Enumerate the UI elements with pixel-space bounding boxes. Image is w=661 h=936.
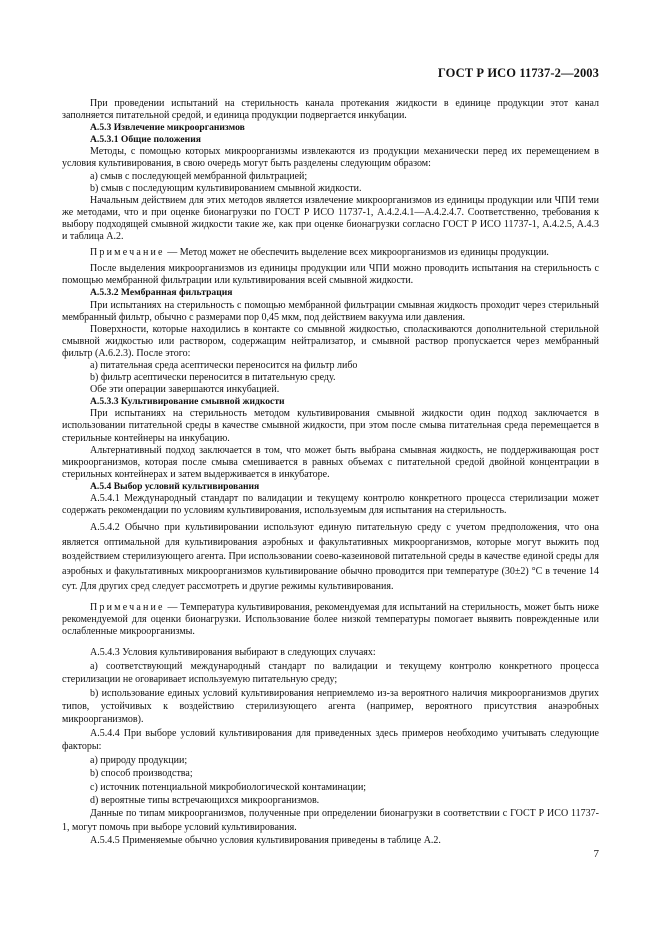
- paragraph: Начальным действием для этих методов является извлечение микроорганизмов из единицы продукции или ЧПИ теми же методами, что и при оценке бионагрузки по ГОСТ Р ИСО 11737-1, A.4.2.4.1—A.4.2.4.7. Соответственно, требования к выбору подходящей смывной жидкости такие же, как при оценке бионагрузки согласно ГОСТ Р ИСО 11737-1, A.4.2.5, A.4.3 и таблица A.2.: [62, 194, 599, 243]
- note: [62, 247, 599, 259]
- paragraph: Альтернативный подход заключается в том, что может быть выбрана смывная жидкость, не поддерживающая рост микроорганизмов, которая после смыва смешивается в равных объемах с питательной средой двойной концентрации в стерильных контейнерах и затем выдерживается в инкубаторе.: [62, 444, 599, 480]
- list-item: a) смыв с последующей мембранной фильтрацией;: [90, 170, 308, 182]
- paragraph: При испытаниях на стерильность с помощью мембранной фильтрации смывная жидкость проходит через стерильный мембранный фильтр, обычно с размерами пор 0,45 мкм, под действием вакуума или давления.: [62, 299, 599, 323]
- paragraph: Методы, с помощью которых микроорганизмы извлекаются из продукции механически перед их перемещением в условия культивирования, в свою очередь могут быть разделены следующим образом:: [62, 146, 599, 170]
- paragraph: При испытаниях на стерильность методом культивирования смывной жидкости один подход заключается в использовании питательной среды в качестве смывной жидкости, при этом после смыва питательная среда перемещается в стерильные контейнеры на инкубацию.: [62, 408, 599, 444]
- paragraph: A.5.4.1 Международный стандарт по валидации и текущему контролю конкретного процесса стерилизации может содержать рекомендации по условиям культивирования, используемым для испытания на стерильность.: [62, 493, 599, 517]
- page-number: 7: [593, 848, 599, 860]
- note-label: Примечание: [90, 247, 165, 259]
- paragraph: Данные по типам микроорганизмов, полученные при определении бионагрузки в соответствии с ГОСТ Р ИСО 11737-1, могут помочь при выборе условий культивирования.: [62, 808, 599, 833]
- document-body: [62, 98, 599, 848]
- list-item: a) природу продукции;: [90, 754, 188, 766]
- note: [62, 602, 599, 638]
- paragraph: A.5.4.4 При выборе условий культивирования для приведенных здесь примеров необходимо учитывать следующие факторы:: [62, 727, 599, 753]
- paragraph: A.5.4.3 Условия культивирования выбирают в следующих случаях:: [90, 647, 376, 659]
- list-item: b) фильтр асептически переносится в питательную среду.: [90, 372, 336, 384]
- list-item: b) использование единых условий культивирования неприемлемо из-за вероятного наличия микроорганизмов других типов, устойчивых к воздействию стерилизующего агента (например, вероятного присутствия анаэробных микроорганизмов).: [62, 687, 599, 726]
- note-label: Примечание: [90, 602, 165, 614]
- note-text: — Метод может не обеспечить выделение всех микроорганизмов из единицы продукции.: [164, 247, 549, 259]
- list-item: d) вероятные типы встречающихся микроорганизмов.: [90, 794, 320, 806]
- subsection-heading: A.5.3.2 Мембранная фильтрация: [90, 287, 233, 299]
- list-item: b) способ производства;: [90, 768, 193, 780]
- list-item: a) питательная среда асептически переносится на фильтр либо: [90, 359, 358, 371]
- list-item: a) соответствующий международный стандарт по валидации и текущему контролю конкретного процесса стерилизации не оговаривает используемую питательную среду;: [62, 660, 599, 686]
- subsection-heading: A.5.3.1 Общие положения: [90, 134, 201, 146]
- paragraph: A.5.4.2 Обычно при культивировании используют единую питательную среду с учетом предположения, что она является оптимальной для культивирования аэробных и факультативных микроорганизмов, которые могут выжить под воздействием стерилизующего агента. При использовании соево-казеиновой питательной среды в качестве единой среды для аэробных и факультативных микроорганизмов культивирование обычно проводится при температуре (30±2) °С в течение 14 сут. Для других сред следует рассмотреть и другие режимы культивирования.: [62, 522, 599, 592]
- section-heading: A.5.4 Выбор условий культивирования: [90, 480, 260, 492]
- list-item: c) источник потенциальной микробиологической контаминации;: [90, 781, 367, 793]
- paragraph: После выделения микроорганизмов из единицы продукции или ЧПИ можно проводить испытания на стерильность с помощью мембранной фильтрации или культивирования всей смывной жидкости.: [62, 263, 599, 287]
- section-heading: A.5.3 Извлечение микроорганизмов: [90, 122, 245, 134]
- paragraph: Обе эти операции завершаются инкубацией.: [90, 384, 280, 396]
- paragraph: A.5.4.5 Применяемые обычно условия культивирования приведены в таблице A.2.: [90, 835, 441, 847]
- list-item: b) смыв с последующим культивированием смывной жидкости.: [90, 182, 362, 194]
- paragraph: При проведении испытаний на стерильность канала протекания жидкости в единице продукции этот канал заполняется питательной средой, и единица продукции подвергается инкубации.: [62, 98, 599, 122]
- note-text: — Температура культивирования, рекомендуемая для испытаний на стерильность, может быть ниже рекомендуемой для оценки бионагрузки. Использование более низкой температуры помогает выявить поврежденные или ослабленные микроорганизмы.: [62, 602, 599, 638]
- paragraph: Поверхности, которые находились в контакте со смывной жидкостью, споласкиваются дополнительной стерильной смывной жидкостью или раствором, содержащим нейтрализатор, и смывной раствор пропускается через мембранный фильтр (A.6.2.3). После этого:: [62, 323, 599, 359]
- subsection-heading: A.5.3.3 Культивирование смывной жидкости: [90, 396, 285, 408]
- document-header: ГОСТ Р ИСО 11737-2—2003: [437, 66, 599, 80]
